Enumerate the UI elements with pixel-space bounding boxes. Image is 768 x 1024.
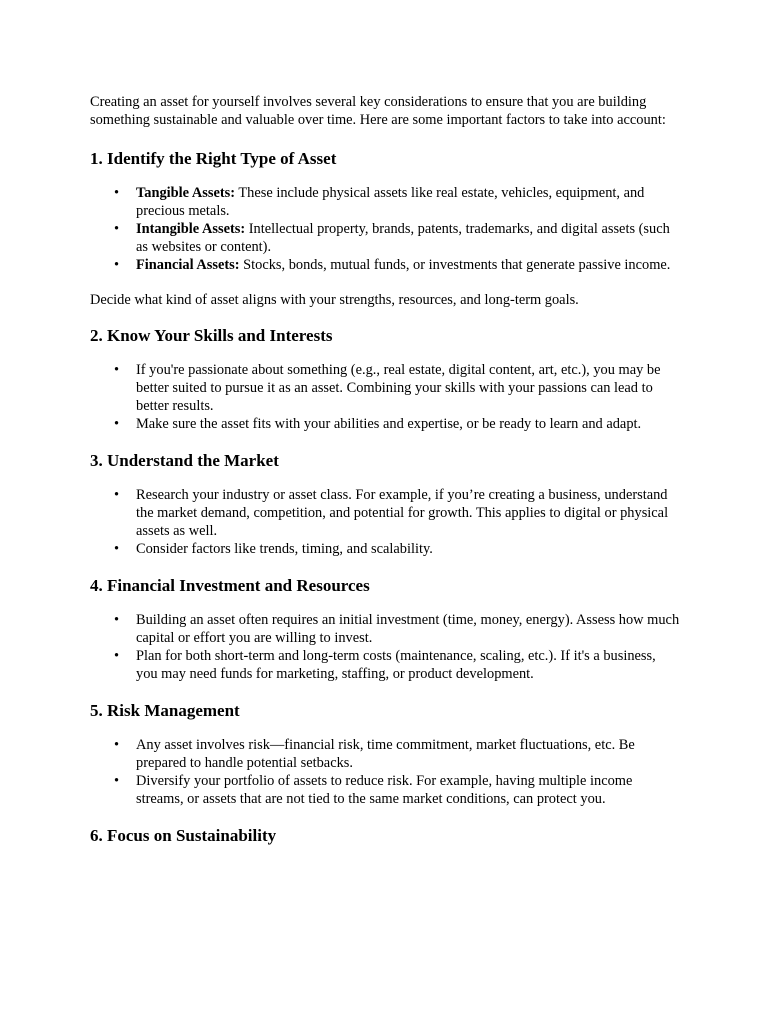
section-heading: 2. Know Your Skills and Interests [90,326,333,345]
section-heading: 6. Focus on Sustainability [90,826,277,845]
section-heading: 1. Identify the Right Type of Asset [90,149,337,168]
document-page [90,93,680,861]
section-heading: 4. Financial Investment and Resources [90,576,370,595]
item-text: Intellectual property, brands, patents, trademarks, and digital assets (such as websites or content). [136,221,670,255]
list-item [114,415,680,433]
item-text: If you're passionate about something (e.g., real estate, digital content, art, etc.), you may be better suited to pursue it as an asset. Combining your skills with your passions can lead to better results. [136,362,661,414]
bullet-icon: • [114,416,120,432]
bullet-list [90,736,680,808]
item-text: These include physical assets like real estate, vehicles, equipment, and precious metals. [136,185,645,219]
item-text: Plan for both short-term and long-term costs (maintenance, scaling, etc.). If it's a business, you may need funds for marketing, staffing, or product development. [136,648,656,682]
item-text: Consider factors like trends, timing, and scalability. [136,541,433,557]
section-3 [90,450,680,558]
bullet-icon: • [114,612,120,628]
list-item [114,256,680,274]
list-item [114,486,680,540]
section-heading: 3. Understand the Market [90,451,279,470]
item-text: Stocks, bonds, mutual funds, or investments that generate passive income. [239,257,671,273]
bullet-icon: • [114,185,120,201]
bullet-icon: • [114,487,120,503]
section-5 [90,700,680,808]
list-item [114,736,680,772]
document-sections [90,148,680,847]
section-paragraph: Decide what kind of asset aligns with your strengths, resources, and long-term goals. [90,292,579,308]
list-item [114,611,680,647]
item-text: Research your industry or asset class. For example, if you’re creating a business, understand the market demand, competition, and potential for growth. This applies to digital or physical assets as well. [136,487,669,539]
list-item [114,772,680,808]
list-item [114,361,680,415]
bullet-icon: • [114,648,120,664]
bullet-list [90,184,680,274]
item-term: Financial Assets: [136,257,240,273]
section-2 [90,325,680,433]
bullet-icon: • [114,257,120,273]
bullet-icon: • [114,541,120,557]
item-text: Building an asset often requires an initial investment (time, money, energy). Assess how much capital or effort you are willing to invest. [136,612,680,646]
list-item [114,647,680,683]
bullet-list [90,486,680,558]
section-heading: 5. Risk Management [90,701,240,720]
bullet-list [90,611,680,683]
intro-paragraph: Creating an asset for yourself involves several key considerations to ensure that you are building something sustainable and valuable over time. Here are some important factors to take into account: [90,94,666,128]
bullet-icon: • [114,773,120,789]
item-text: Diversify your portfolio of assets to reduce risk. For example, having multiple income streams, or assets that are not tied to the same market conditions, can protect you. [136,773,633,807]
bullet-icon: • [114,221,120,237]
item-text: Make sure the asset fits with your abilities and expertise, or be ready to learn and adapt. [136,416,642,432]
item-text: Any asset involves risk—financial risk, time commitment, market fluctuations, etc. Be prepared to handle potential setbacks. [136,737,635,771]
list-item [114,184,680,220]
section-6 [90,825,680,847]
item-term: Intangible Assets: [136,221,246,237]
section-4 [90,575,680,683]
item-term: Tangible Assets: [136,185,236,201]
list-item [114,220,680,256]
bullet-icon: • [114,362,120,378]
bullet-icon: • [114,737,120,753]
list-item [114,540,680,558]
section-1 [90,148,680,309]
bullet-list [90,361,680,433]
